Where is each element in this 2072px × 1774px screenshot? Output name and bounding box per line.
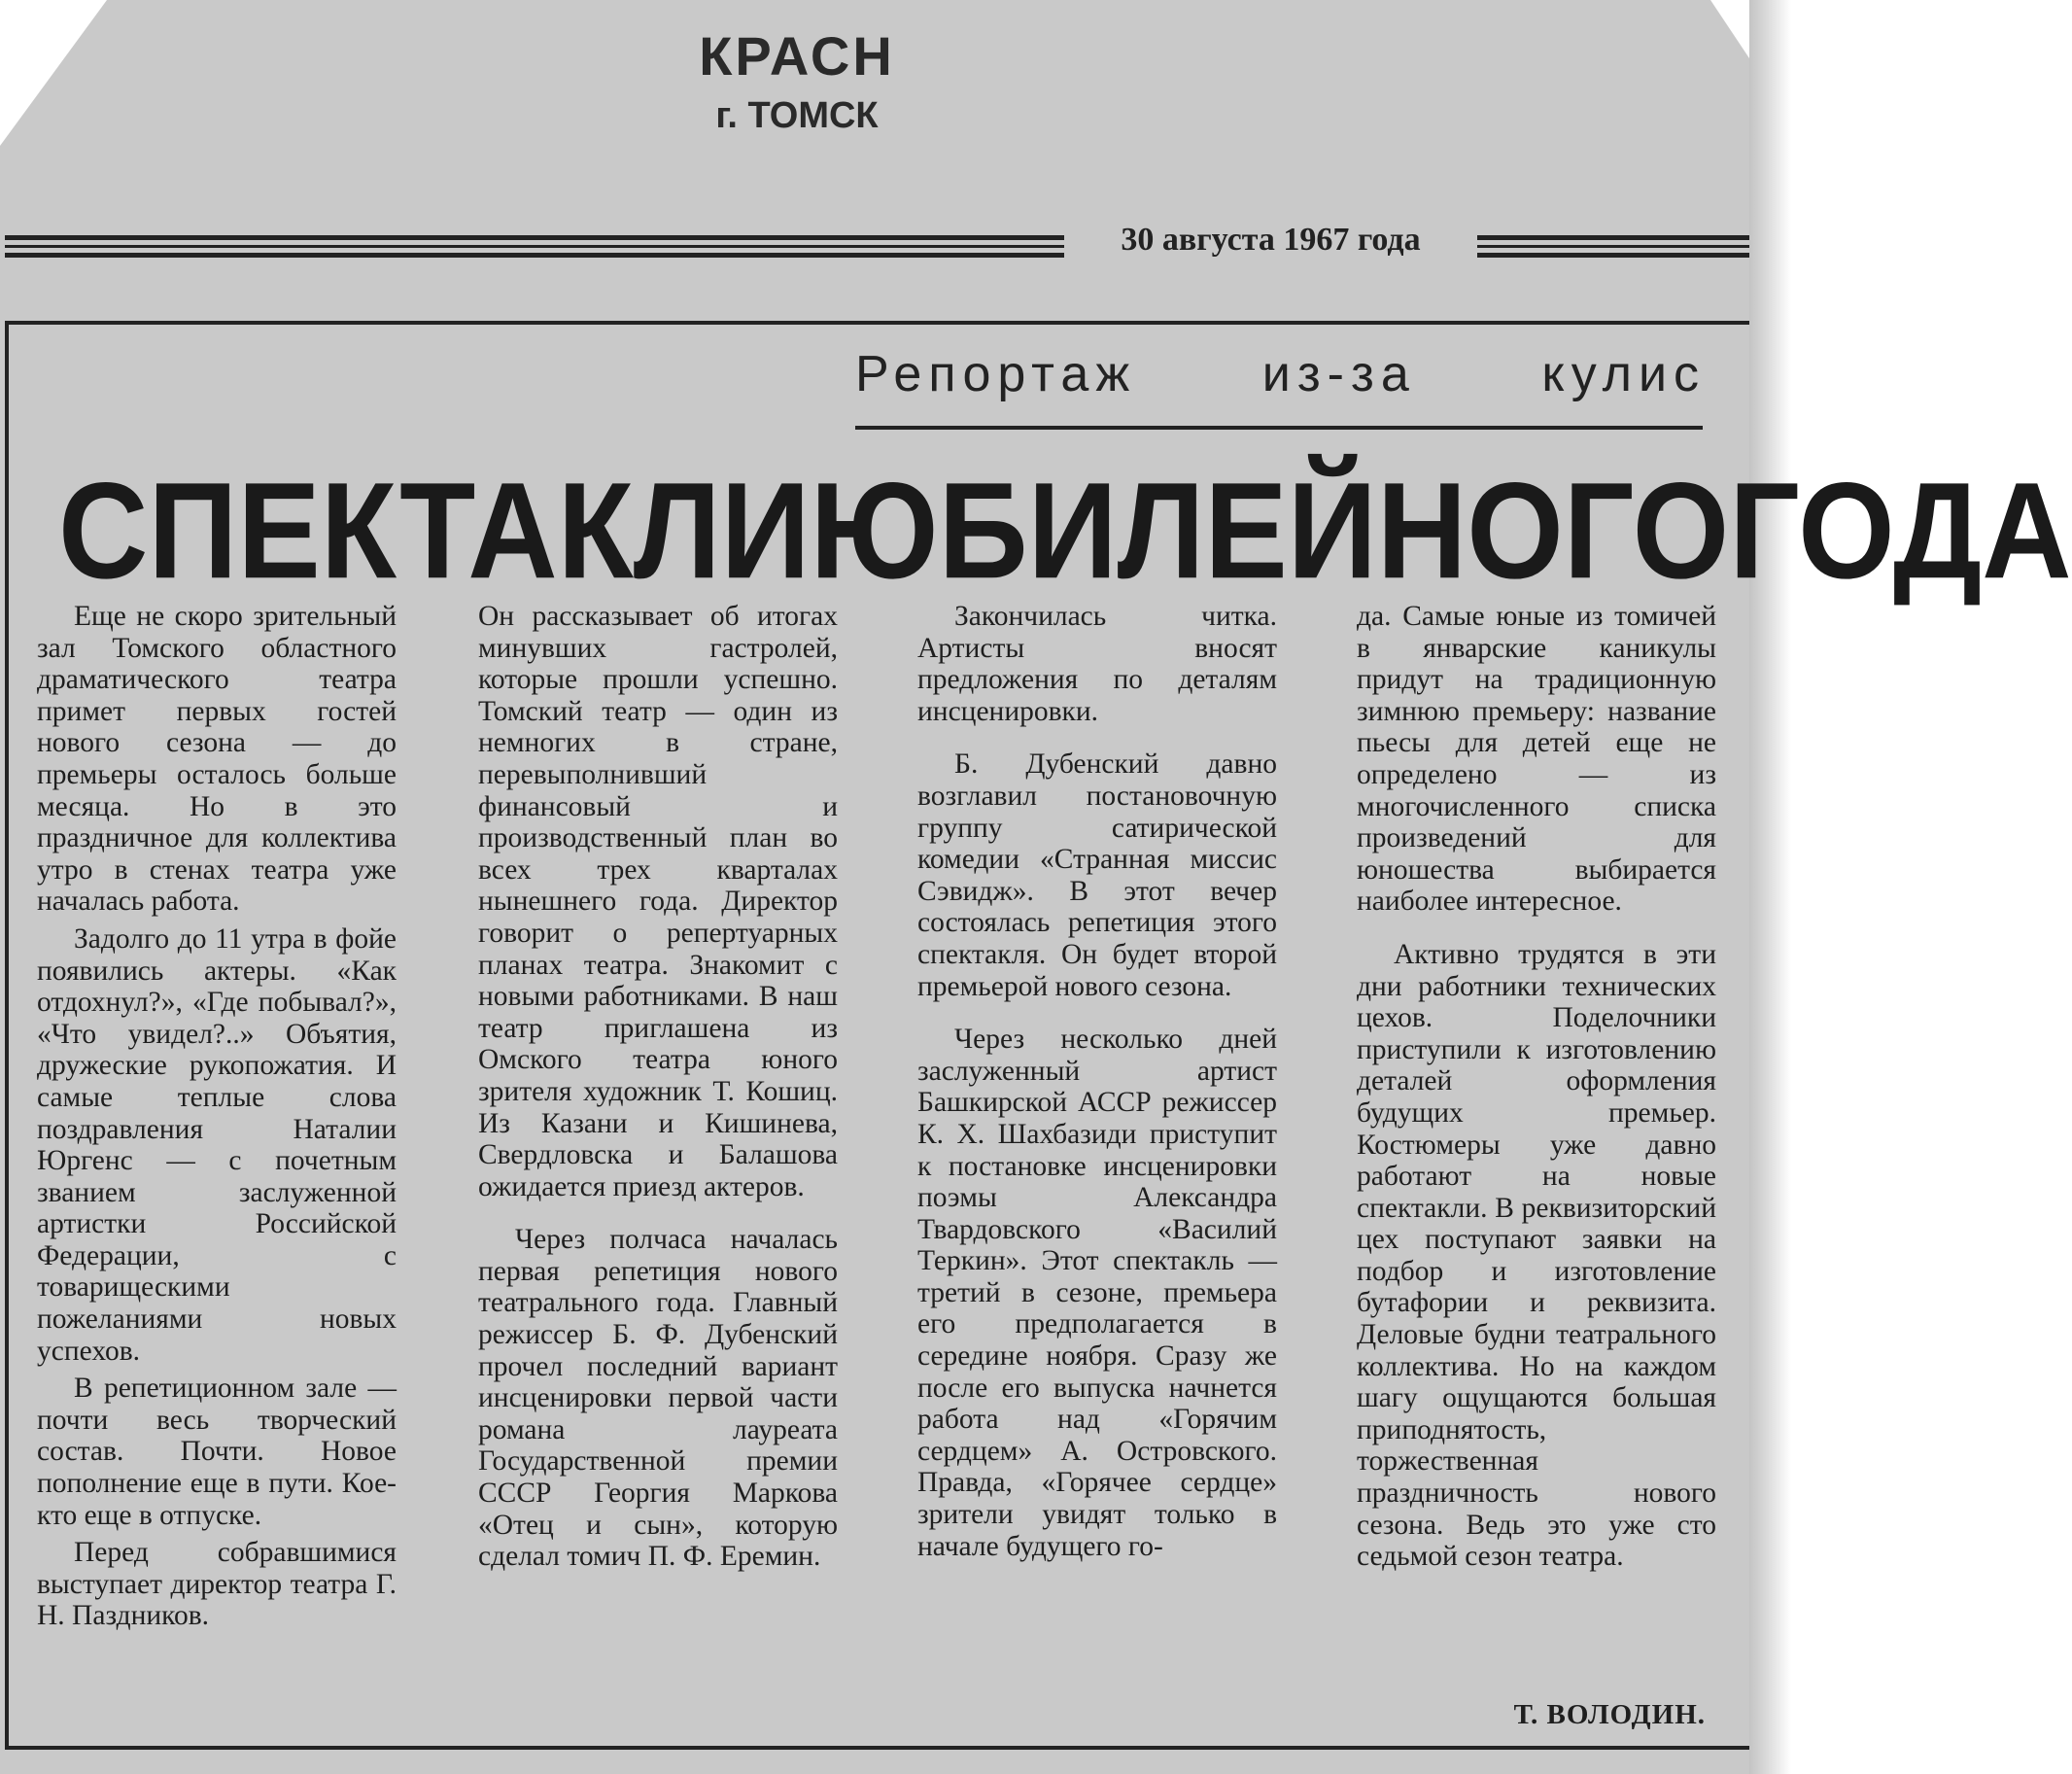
author-signature: Т. ВОЛОДИН. bbox=[1513, 1699, 1706, 1730]
paragraph: Перед собравшимися выступает директор театра Г. Н. Паздников. bbox=[37, 1537, 397, 1632]
headline-word: ЮБИЛЕЙНОГО bbox=[810, 454, 1730, 609]
date-rule-top bbox=[5, 235, 1749, 240]
paragraph: Через полчаса началась первая репетиция нового театрального года. Главный режиссер Б. Ф. Дубенский прочел последний вариант инсценировки первой части романа лауреата Государственной премии СССР Георгия Маркова «Отец и сын», которую сделал томич П. Ф. Еремин. bbox=[478, 1224, 838, 1573]
article-column-4 bbox=[1357, 601, 1716, 1573]
headline-word: ГОДА bbox=[1729, 454, 2072, 609]
paragraph: В репетиционном зале — почти весь творческий состав. Почти. Новое пополнение еще в пути. Кое-кто еще в отпуске. bbox=[37, 1373, 397, 1531]
date-rule-mid bbox=[5, 245, 1749, 248]
paragraph: Закончилась читка. Артисты вносят предложения по деталям инсценировки. bbox=[917, 601, 1277, 727]
paragraph: Он рассказывает об итогах минувших гастролей, которые прошли успешно. Томский театр — один из немногих в стране, перевыполнивший финансовый и производственный план во всех трех кварталах нынешнего года. Директор говорит о репертуарных планах театра. Знакомит с новыми работниками. В наш театр приглашена из Омского театра юного зрителя художник Т. Кошиц. Из Казани и Кишинева, Свердловска и Балашова ожидается приезд актеров. bbox=[478, 601, 838, 1202]
rubric-title: Репортаж из-за кулис bbox=[855, 346, 1706, 402]
article-column-1 bbox=[37, 601, 397, 1632]
scan-edge bbox=[1749, 0, 1791, 1774]
newspaper-name-stamp: КРАСН bbox=[699, 25, 895, 87]
paragraph: да. Самые юные из томичей в январские каникулы придут на традиционную зимнюю премьеру: название пьесы для детей еще не определено — из многочисленного списка произведений для юношества выбирается наиболее интересное. bbox=[1357, 601, 1716, 918]
rubric-underline bbox=[855, 426, 1703, 430]
paragraph: Еще не скоро зрительный зал Томского областного драматического театра примет первых гостей нового сезона — до премьеры осталось больше месяца. Но в это праздничное для коллектива утро в стенах театра уже началась работа. bbox=[37, 601, 397, 918]
paragraph: Б. Дубенский давно возглавил постановочную группу сатирической комедии «Странная миссис Сэвидж». В этот вечер состоялась репетиция этого спектакля. Он будет второй премьерой нового сезона. bbox=[917, 748, 1277, 1002]
headline-word: СПЕКТАКЛИ bbox=[58, 454, 811, 609]
paragraph: Через несколько дней заслуженный артист Башкирской АССР режиссер К. Х. Шахбазиди приступит к постановке инсценировки поэмы Александра Твардовского «Василий Теркин». Этот спектакль — третий в сезоне, премьера его предполагается в середине ноября. Сразу же после его выпуска начнется работа над «Горячим сердцем» А. Островского. Правда, «Горячее сердце» зрители увидят только в начале будущего го- bbox=[917, 1024, 1277, 1562]
date-rule-bottom bbox=[5, 253, 1749, 258]
paragraph: Задолго до 11 утра в фойе появились актеры. «Как отдохнул?», «Где побывал?», «Что увидел?..» Объятия, дружеские рукопожатия. И самые теплые слова поздравления Наталии Юргенс — с почетным званием заслуженной артистки Российской Федерации, с товарищескими пожеланиями новых успехов. bbox=[37, 922, 397, 1367]
article-headline bbox=[58, 454, 2072, 609]
article-column-2 bbox=[478, 601, 838, 1573]
city-stamp: г. ТОМСК bbox=[715, 95, 879, 136]
paragraph: Активно трудятся в эти дни работники технических цехов. Поделочники приступили к изготовлению деталей оформления будущих премьер. Костюмеры уже давно работают на новые спектакли. В реквизиторский цех поступают заявки на подбор и изготовление бутафории и реквизита. Деловые будни театрального коллектива. Но на каждом шагу ощущаются большая приподнятость, торжественная праздничность нового сезона. Ведь это уже сто седьмой сезон театра. bbox=[1357, 938, 1716, 1573]
publication-date: 30 августа 1967 года bbox=[1064, 222, 1477, 259]
article-column-3 bbox=[917, 601, 1277, 1562]
